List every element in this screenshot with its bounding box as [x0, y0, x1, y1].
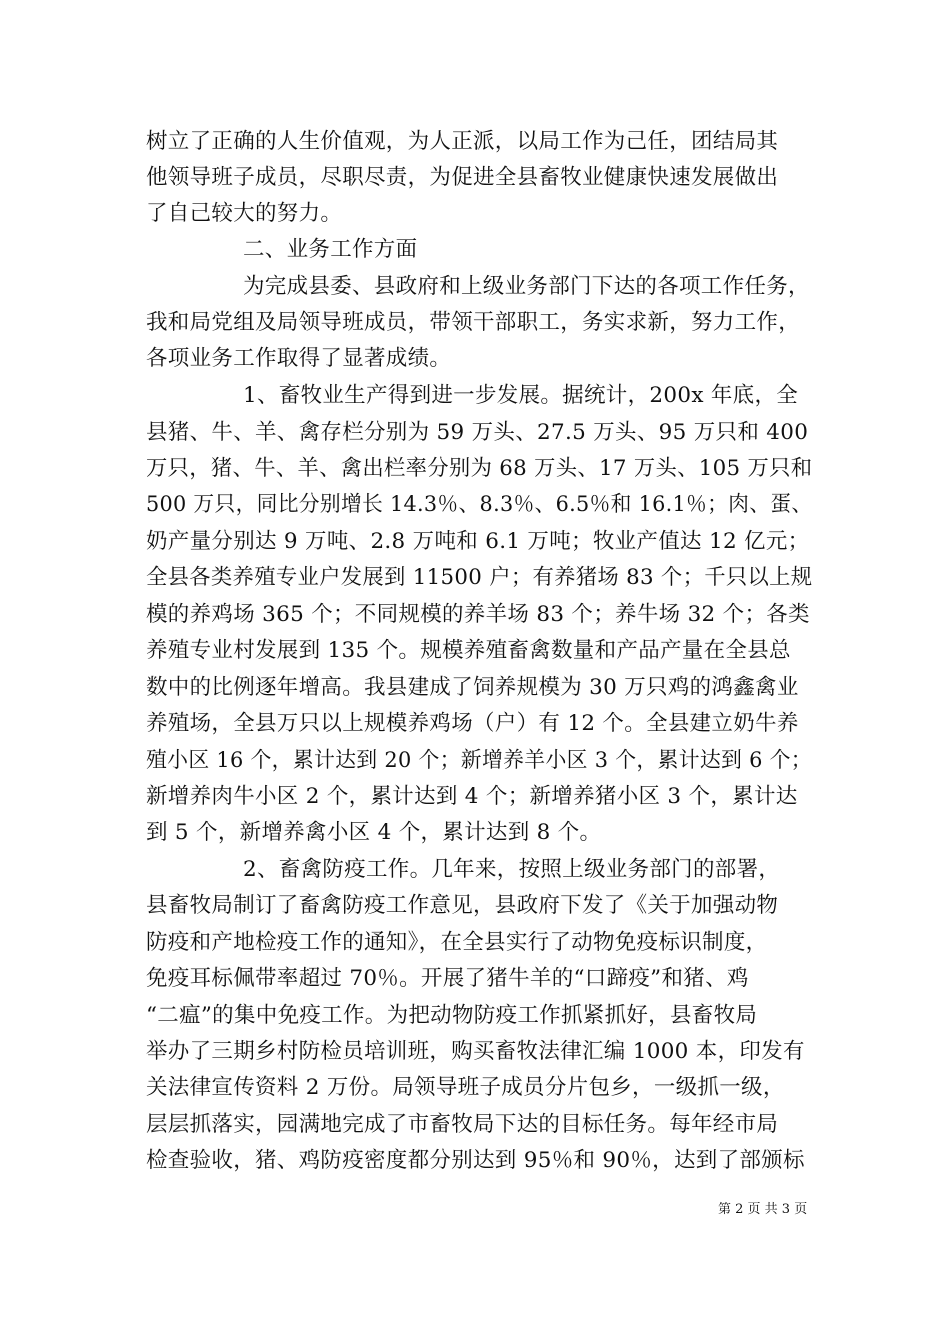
page-number-footer: 第 2 页 共 3 页 [718, 1202, 808, 1217]
text-line: 到 5 个，新增养禽小区 4 个，累计达到 8 个。 [146, 820, 602, 845]
text-line: 模的养鸡场 365 个；不同规模的养羊场 83 个；养牛场 32 个；各类 [146, 602, 810, 627]
text-line: 殖小区 16 个，累计达到 20 个；新增养羊小区 3 个，累计达到 6 个； [146, 748, 812, 773]
text-line: 各项业务工作取得了显著成绩。 [146, 346, 452, 371]
text-line: 万只，猪、牛、羊、禽出栏率分别为 68 万头、17 万头、105 万只和 [146, 456, 813, 481]
text-line: “二瘟”的集中免疫工作。为把动物防疫工作抓紧抓好，县畜牧局 [146, 1003, 758, 1028]
text-line: 全县各类养殖专业户发展到 11500 户；有养猪场 83 个；千只以上规 [146, 565, 813, 590]
section-heading: 二、业务工作方面 [243, 237, 418, 262]
text-line: 了自己较大的努力。 [146, 201, 343, 226]
text-line: 500 万只，同比分别增长 14.3％、8.3％、6.5％和 16.1％；肉、蛋、 [146, 492, 813, 517]
text-line: 防疫和产地检疫工作的通知》，在全县实行了动物免疫标识制度， [146, 930, 768, 955]
text-line: 为完成县委、县政府和上级业务部门下达的各项工作任务， [243, 274, 810, 299]
text-line: 数中的比例逐年增高。我县建成了饲养规模为 30 万只鸡的鸿鑫禽业 [146, 675, 799, 700]
text-line: 举办了三期乡村防检员培训班，购买畜牧法律汇编 1000 本，印发有 [146, 1039, 805, 1064]
text-line: 层层抓落实，园满地完成了市畜牧局下达的目标任务。每年经市局 [146, 1112, 779, 1137]
text-line: 免疫耳标佩带率超过 70％。开展了猪牛羊的“口蹄疫”和猪、鸡 [146, 966, 749, 991]
text-line: 养殖专业村发展到 135 个。规模养殖畜禽数量和产品产量在全县总 [146, 638, 791, 663]
text-line: 我和局党组及局领导班成员，带领干部职工，务实求新，努力工作， [146, 310, 801, 335]
text-line: 关法律宣传资料 2 万份。局领导班子成员分片包乡，一级抓一级， [146, 1075, 785, 1100]
text-line: 养殖场，全县万只以上规模养鸡场（户）有 12 个。全县建立奶牛养 [146, 711, 799, 736]
text-line: 2、畜禽防疫工作。几年来，按照上级业务部门的部署， [243, 857, 781, 882]
text-line: 检查验收，猪、鸡防疫密度都分别达到 95％和 90％，达到了部颁标 [146, 1148, 805, 1173]
text-line: 1、畜牧业生产得到进一步发展。据统计，200x 年底，全 [243, 383, 799, 408]
text-line: 奶产量分别达 9 万吨、2.8 万吨和 6.1 万吨；牧业产值达 12 亿元； [146, 529, 810, 554]
text-line: 树立了正确的人生价值观，为人正派，以局工作为己任，团结局其 [146, 129, 779, 154]
text-line: 县畜牧局制订了畜禽防疫工作意见，县政府下发了《关于加强动物 [146, 893, 779, 918]
text-line: 县猪、牛、羊、禽存栏分别为 59 万头、27.5 万头、95 万只和 400 [146, 420, 809, 445]
text-line: 新增养肉牛小区 2 个，累计达到 4 个；新增养猪小区 3 个，累计达 [146, 784, 798, 809]
text-line: 他领导班子成员，尽职尽责，为促进全县畜牧业健康快速发展做出 [146, 165, 779, 190]
